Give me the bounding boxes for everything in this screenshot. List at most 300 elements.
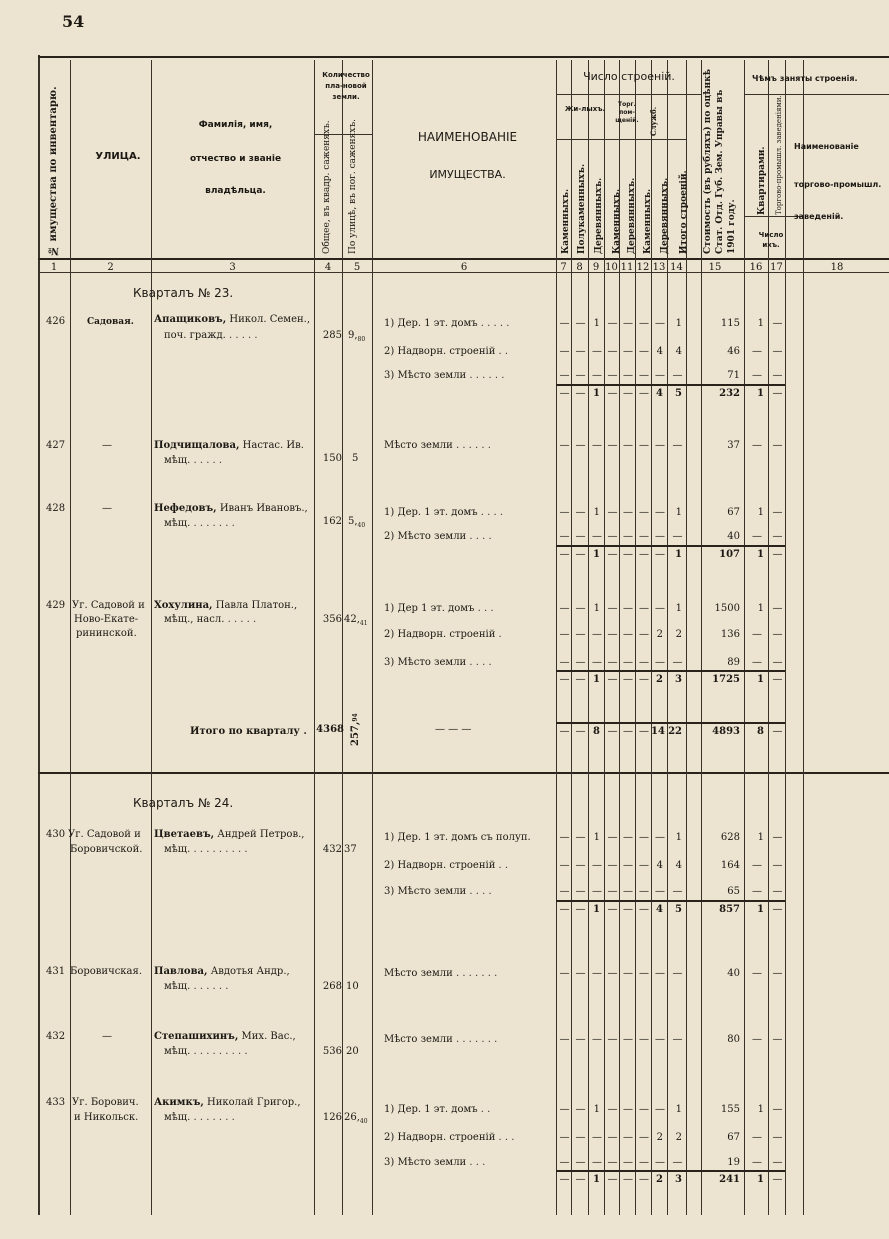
row-426-subtotal-cell: — [607,388,618,399]
page-number: 54 [62,12,85,31]
row-431-number: 431 [46,966,66,977]
row-426-owner-rank: поч. гражд. . . . . . [164,330,258,341]
row-428-values-2-cell: — [575,531,586,542]
header-count: Число ихъ. [758,231,784,249]
row-428-owner: Нефедовъ, Иванъ Ивановъ., [154,503,308,514]
row-426-values-1-cell: 1 [757,318,764,329]
row-428-values-2-cell: — [623,531,633,542]
row-429-values-2-cell: — [559,629,570,640]
quarter-23-total-values-cell: 22 [668,726,682,737]
row-432-owner-rank: мѣщ. . . . . . . . . . [164,1046,248,1057]
row-429-values-2-cell: 136 [720,629,740,640]
row-428-values-1-cell: — [607,507,618,518]
row-426-values-1-cell: — [655,318,665,329]
row-428-values-2-cell: — [559,531,570,542]
row-429-values-1-cell: 1500 [714,603,740,614]
row-430-area: 432 [322,844,342,855]
row-433-values-1-cell: — [655,1104,665,1115]
row-426-values-3-cell: — [559,370,570,381]
row-429-values-1-cell: — [607,603,618,614]
header-apartments: Квартирами. [757,146,767,215]
column-number-12: 12 [636,262,650,273]
row-428-values-2-cell: 40 [727,531,740,542]
quarter-23-total-values-cell: 4893 [712,726,740,737]
column-number-6: 6 [460,262,468,273]
grid-line [556,94,701,95]
row-431-values-1-cell: — [672,968,683,979]
grid-line [588,60,589,1215]
row-429-values-1-cell: 1 [593,603,600,614]
row-426-values-2-cell: 46 [727,346,740,357]
row-429-values-2-cell: 2 [675,629,682,640]
row-427-values-1-cell: — [655,440,665,451]
header-service: Служб. [649,106,658,136]
row-429-values-3-cell: — [559,657,570,668]
row-429-subtotal-cell: — [639,674,649,685]
row-427-values-1-cell: — [672,440,683,451]
row-433-street-2: и Никольск. [74,1112,139,1123]
row-427-values-1-cell: 37 [727,440,740,451]
grid-line [556,670,785,672]
header-name-3: заведеній. [794,212,844,221]
row-433-values-2-cell: — [575,1132,586,1143]
grid-line [556,139,686,140]
row-426-values-3-cell: — [623,370,633,381]
row-432-values-1-cell: — [655,1034,665,1045]
row-433-values-3-cell: — [575,1157,586,1168]
row-430-values-1-cell: — [607,832,618,843]
column-number-9: 9 [592,262,600,273]
row-429-subtotal-cell: — [623,674,633,685]
row-431-area: 268 [322,981,342,992]
row-428-number: 428 [46,503,66,514]
row-433-subtotal-cell: — [623,1174,633,1185]
row-429-item-2: 2) Надворн. строеній . [384,629,502,640]
row-428-values-2-cell: — [655,531,665,542]
row-433-number: 433 [46,1097,66,1108]
grid-line [556,722,785,724]
row-430-values-3-cell: — [639,886,649,897]
row-430-subtotal-cell: 1 [593,904,600,915]
row-433-values-3-cell: — [559,1157,570,1168]
row-428-subtotal-cell: — [559,549,570,560]
header-frontage: По улицѣ, въ пог. саженяхъ. [348,119,358,254]
column-number-15: 15 [708,262,722,273]
row-433-item-3: 3) Мѣсто земли . . . [384,1157,486,1168]
header-semistone: Полукаменныхъ. [577,163,587,254]
header-owner-1: Фамилія, имя, [198,120,273,130]
row-430-values-3-cell: — [607,886,618,897]
row-429-values-3-cell: — [623,657,633,668]
row-430-street-2: Боровичской. [70,844,143,855]
row-433-subtotal-cell: 241 [719,1174,740,1185]
row-426-item-3: 3) Мѣсто земли . . . . . . [384,370,505,381]
row-432-values-1-cell: — [772,1034,783,1045]
row-428-item-1: 1) Дер. 1 эт. домъ . . . . [384,507,504,518]
row-430-subtotal-cell: — [772,904,783,915]
column-number-3: 3 [229,262,236,273]
row-433-street-1: Уг. Борович. [72,1097,139,1108]
row-433-values-3-cell: — [623,1157,633,1168]
row-430-values-3-cell: — [559,886,570,897]
row-431-owner: Павлова, Авдотья Андр., [154,966,290,977]
row-428-values-1-cell: 1 [593,507,600,518]
column-number-8: 8 [576,262,583,273]
row-427-values-1-cell: — [752,440,762,451]
row-430-values-3-cell: — [772,886,783,897]
row-429-values-2-cell: — [607,629,618,640]
row-426-values-1-cell: — [575,318,586,329]
row-426-frontage: $9,_{80}$ [348,330,366,343]
row-433-values-1-cell: 1 [757,1104,764,1115]
row-430-subtotal-cell: — [559,904,570,915]
row-431-street: Боровичская. [70,966,142,977]
grid-line [151,60,152,1215]
row-430-values-3-cell: — [592,886,602,897]
header-wooden-1: Деревянныхъ. [594,177,604,254]
row-431-values-1-cell: — [607,968,618,979]
row-433-subtotal-cell: 1 [757,1174,764,1185]
row-433-values-3-cell: — [672,1157,683,1168]
row-426-item-2: 2) Надворн. строеній . . [384,346,509,357]
row-429-values-3-cell: — [672,657,683,668]
row-428-values-2-cell: — [772,531,783,542]
row-430-item-3: 3) Мѣсто земли . . . . [384,886,492,897]
row-428-area: 162 [322,516,342,527]
row-427-values-1-cell: — [772,440,783,451]
row-428-frontage: $5,_{40}$ [348,516,366,529]
row-431-values-1-cell: — [623,968,633,979]
row-426-values-1-cell: 1 [593,318,600,329]
grid-line [372,60,373,1215]
row-430-values-2-cell: 4 [675,860,682,871]
row-427-frontage: 5 [352,453,359,464]
header-area: Общее, въ квадр. саженяхъ. [322,120,332,254]
row-426-values-2-cell: 4 [656,346,663,357]
row-433-values-1-cell: 155 [720,1104,740,1115]
row-433-values-2-cell: — [559,1132,570,1143]
row-430-values-2-cell: 4 [656,860,663,871]
row-433-values-1-cell: — [772,1104,783,1115]
row-429-number: 429 [46,600,66,611]
row-433-item-2: 2) Надворн. строеній . . . [384,1132,515,1143]
header-total-buildings: Итого строеній. [679,170,689,254]
row-428-values-2-cell: — [752,531,762,542]
row-433-values-1-cell: — [559,1104,570,1115]
header-cost: Стоимость (въ рубляхъ) по оцѣнкѣ Стат. Отд. Губ. Зем. Управы въ 1901 году. [703,69,737,254]
column-number-2: 2 [107,262,114,273]
row-429-values-3-cell: — [639,657,649,668]
row-426-subtotal-cell: — [772,388,783,399]
quarter-23-total-area: 4368 [316,724,344,735]
row-430-values-3-cell: 65 [727,886,740,897]
column-number-4: 4 [324,262,332,273]
grid-line [744,60,745,1215]
row-428-values-1-cell: — [575,507,586,518]
row-432-owner: Степашихинъ, Мих. Вас., [154,1031,296,1042]
row-429-item-3: 3) Мѣсто земли . . . . [384,657,492,668]
column-number-14: 14 [670,262,683,273]
row-433-subtotal-cell: — [639,1174,649,1185]
header-wooden-3: Деревянныхъ. [660,177,670,254]
row-426-subtotal-cell: 1 [593,388,600,399]
row-429-subtotal-cell: — [607,674,618,685]
row-429-subtotal-cell: 1 [757,674,764,685]
header-stone-2: Каменныхъ. [612,188,622,254]
row-430-values-2-cell: — [559,860,570,871]
row-433-values-2-cell: — [623,1132,633,1143]
row-426-subtotal-cell: — [623,388,633,399]
row-426-values-1-cell: — [607,318,618,329]
grid-line [803,60,804,1215]
row-430-values-2-cell: — [639,860,649,871]
row-429-subtotal-cell: — [575,674,586,685]
row-428-values-1-cell: — [639,507,649,518]
row-428-values-1-cell: — [772,507,783,518]
row-430-owner: Цветаевъ, Андрей Петров., [154,829,305,840]
row-429-item-1: 1) Дер 1 эт. домъ . . . [384,603,494,614]
row-426-values-2-cell: — [639,346,649,357]
row-426-values-3-cell: — [672,370,683,381]
column-number-7: 7 [560,262,567,273]
row-432-values-1-cell: — [752,1034,762,1045]
header-trade-establishments: Торгово-промышл. заведеніями. [775,95,783,215]
column-number-11: 11 [620,262,634,273]
row-426-values-1-cell: 115 [720,318,740,329]
grid-line [70,60,71,1215]
row-429-values-1-cell: — [772,603,783,614]
row-426-values-3-cell: — [655,370,665,381]
quarter-23-total-dash: — — — [435,724,472,735]
column-number-10: 10 [605,262,618,273]
row-430-subtotal-cell: 1 [757,904,764,915]
header-stone-1: Каменныхъ. [561,188,571,254]
row-433-subtotal-cell: 3 [675,1174,682,1185]
row-428-street: — [102,503,112,514]
row-429-values-3-cell: — [772,657,783,668]
row-428-subtotal-cell: — [772,549,783,560]
row-431-frontage: 10 [346,981,359,992]
column-number-16: 16 [749,262,763,273]
row-429-values-3-cell: — [752,657,762,668]
row-430-values-2-cell: — [623,860,633,871]
row-426-subtotal-cell: 232 [719,388,740,399]
row-426-number: 426 [46,316,66,327]
row-430-subtotal-cell: 857 [719,904,740,915]
row-433-values-2-cell: 2 [675,1132,682,1143]
row-426-values-2-cell: — [592,346,602,357]
row-427-values-1-cell: — [575,440,586,451]
row-430-owner-rank: мѣщ. . . . . . . . . . [164,844,248,855]
row-429-subtotal-cell: 1 [593,674,600,685]
row-426-values-2-cell: — [575,346,586,357]
row-427-values-1-cell: — [623,440,633,451]
quarter-23-total-values-cell: — [575,726,586,737]
header-street: УЛИЦА. [95,151,141,162]
row-431-values-1-cell: — [575,968,586,979]
row-430-values-3-cell: — [575,886,586,897]
row-429-subtotal-cell: — [559,674,570,685]
row-433-subtotal-cell: — [575,1174,586,1185]
row-430-values-1-cell: 1 [675,832,682,843]
row-429-frontage: $42,_{41}$ [344,614,368,627]
row-433-values-2-cell: — [772,1132,783,1143]
row-430-values-2-cell: 164 [720,860,740,871]
grid-line [556,384,785,386]
row-427-area: 150 [322,453,342,464]
quarter-23-total-values-cell: — [639,726,649,737]
row-426-values-3-cell: — [592,370,602,381]
row-430-values-2-cell: — [607,860,618,871]
row-429-values-3-cell: — [655,657,665,668]
row-433-values-3-cell: — [607,1157,618,1168]
row-428-subtotal-cell: — [623,549,633,560]
column-number-17: 17 [770,262,783,273]
header-name-2: торгово-промышл. [794,180,882,189]
row-433-values-2-cell: — [592,1132,602,1143]
row-429-values-2-cell: — [592,629,602,640]
row-430-values-2-cell: — [575,860,586,871]
row-433-values-2-cell: 2 [656,1132,663,1143]
grid-line [556,60,557,1215]
header-wooden-2: Деревянныхъ. [627,177,637,254]
row-432-values-1-cell: — [592,1034,602,1045]
row-428-subtotal-cell: — [639,549,649,560]
row-430-values-3-cell: — [655,886,665,897]
row-426-subtotal-cell: — [559,388,570,399]
row-433-values-2-cell: 67 [727,1132,740,1143]
row-433-area: 126 [322,1112,342,1123]
row-426-subtotal-cell: — [575,388,586,399]
row-432-item-1: Мѣсто земли . . . . . . . [384,1034,498,1045]
row-428-values-1-cell: — [559,507,570,518]
row-433-values-3-cell: — [752,1157,762,1168]
row-426-item-1: 1) Дер. 1 эт. домъ . . . . . [384,318,510,329]
row-426-values-3-cell: — [752,370,762,381]
row-433-subtotal-cell: — [559,1174,570,1185]
row-429-values-3-cell: — [592,657,602,668]
row-433-frontage: $26,_{40}$ [344,1112,368,1125]
grid-line [556,545,785,547]
row-429-subtotal-cell: 1725 [712,674,740,685]
row-426-values-2-cell: — [623,346,633,357]
row-432-values-1-cell: — [672,1034,683,1045]
header-property-1: НАИМЕНОВАНІЕ [417,130,518,144]
row-432-values-1-cell: — [575,1034,586,1045]
row-431-values-1-cell: — [559,968,570,979]
row-426-values-1-cell: — [772,318,783,329]
header-building-count: Число строеній. [583,70,675,83]
quarter-23-total-values-cell: — [772,726,783,737]
row-430-values-1-cell: — [559,832,570,843]
row-429-street-1: Уг. Садовой и [72,600,145,611]
quarter-23-title: Кварталъ № 23. [133,286,234,300]
row-432-street: — [102,1031,112,1042]
header-residential: Жи-лыхъ. [564,105,606,113]
row-433-owner-rank: мѣщ. . . . . . . . [164,1112,235,1123]
row-428-subtotal-cell: 1 [757,549,764,560]
row-430-values-2-cell: — [592,860,602,871]
grid-line [38,55,40,1215]
quarter-23-total-values-cell: 14 [651,726,665,737]
header-owner-2: отчество и званіе [189,154,282,164]
row-427-item-1: Мѣсто земли . . . . . . [384,440,491,451]
row-428-values-1-cell: 1 [675,507,682,518]
header-property-2: ИМУЩЕСТВА. [429,168,506,181]
row-430-frontage: 37 [344,844,357,855]
row-426-values-1-cell: — [639,318,649,329]
row-426-values-2-cell: 4 [675,346,682,357]
row-429-values-3-cell: — [607,657,618,668]
row-427-values-1-cell: — [607,440,618,451]
row-426-subtotal-cell: 4 [656,388,663,399]
row-433-values-2-cell: — [752,1132,762,1143]
row-432-values-1-cell: 80 [727,1034,740,1045]
row-433-subtotal-cell: 1 [593,1174,600,1185]
row-427-values-1-cell: — [592,440,602,451]
row-433-values-1-cell: — [623,1104,633,1115]
row-433-subtotal-cell: 2 [656,1174,663,1185]
grid-line [38,772,889,774]
row-430-values-1-cell: 1 [757,832,764,843]
quarter-23-total-values-cell: — [623,726,633,737]
row-428-values-1-cell: — [655,507,665,518]
row-426-area: 285 [322,330,342,341]
row-429-values-2-cell: 2 [656,629,663,640]
row-429-values-1-cell: — [639,603,649,614]
quarter-23-total-label: Итого по кварталу . [190,726,307,737]
row-427-owner: Подчищалова, Настас. Ив. [154,440,304,451]
row-430-item-1: 1) Дер. 1 эт. домъ съ полуп. [384,832,531,843]
row-428-values-2-cell: — [607,531,618,542]
row-433-values-3-cell: — [655,1157,665,1168]
row-432-frontage: 20 [346,1046,359,1057]
row-428-subtotal-cell: 107 [719,549,740,560]
row-426-values-2-cell: — [607,346,618,357]
row-428-values-1-cell: — [623,507,633,518]
row-432-area: 536 [322,1046,342,1057]
row-430-values-3-cell: — [623,886,633,897]
row-433-values-2-cell: — [607,1132,618,1143]
row-427-street: — [102,440,112,451]
row-428-values-2-cell: — [592,531,602,542]
row-426-values-3-cell: 71 [727,370,740,381]
row-433-values-1-cell: — [639,1104,649,1115]
row-426-values-2-cell: — [559,346,570,357]
quarter-23-total-values-cell: — [559,726,570,737]
header-occupied: Чѣмъ заняты строенія. [752,74,858,83]
row-431-owner-rank: мѣщ. . . . . . . [164,981,229,992]
grid-line [744,94,889,95]
row-428-values-1-cell: 67 [727,507,740,518]
row-427-values-1-cell: — [639,440,649,451]
row-428-values-2-cell: — [639,531,649,542]
row-426-values-1-cell: 1 [675,318,682,329]
row-431-values-1-cell: — [752,968,762,979]
row-433-item-1: 1) Дер. 1 эт. домъ . . [384,1104,491,1115]
row-430-values-2-cell: — [752,860,762,871]
row-428-owner-rank: мѣщ. . . . . . . . [164,518,235,529]
row-430-values-2-cell: — [772,860,783,871]
row-429-owner-rank: мѣщ., насл. . . . . . [164,614,257,625]
row-429-values-2-cell: — [752,629,762,640]
row-430-values-1-cell: — [639,832,649,843]
row-429-subtotal-cell: 3 [675,674,682,685]
row-433-values-2-cell: — [639,1132,649,1143]
row-429-values-2-cell: — [575,629,586,640]
row-428-subtotal-cell: 1 [593,549,600,560]
row-430-values-1-cell: 628 [720,832,740,843]
